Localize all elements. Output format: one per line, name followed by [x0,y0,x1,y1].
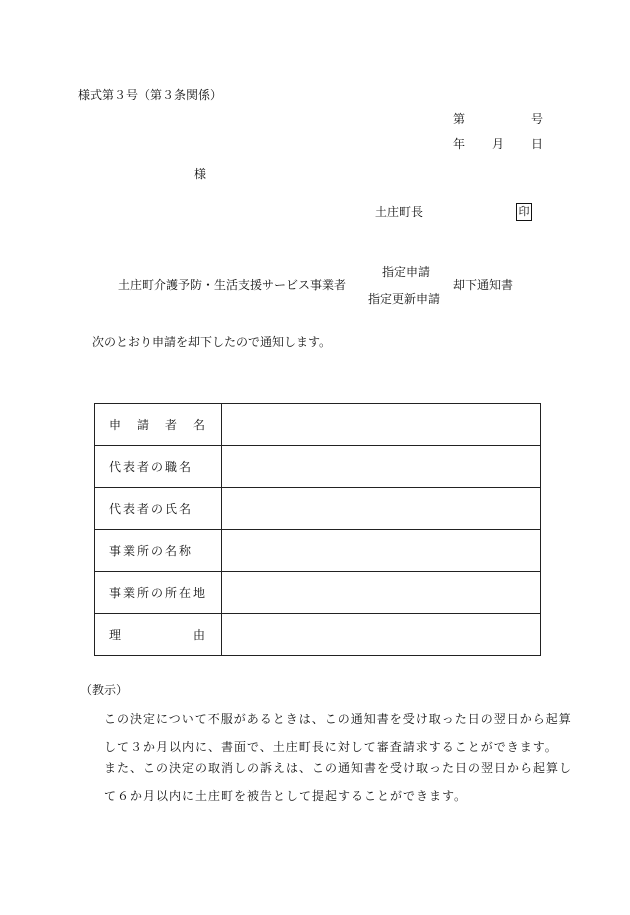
table-row [95,614,541,656]
title-end: 却下通知書 [453,278,514,292]
table-row [95,488,541,530]
row-value-field[interactable] [222,614,541,656]
number-label-go: 号 [531,112,544,126]
notice-heading: （教示） [80,683,129,697]
title-main: 土庄町介護予防・生活支援サービス事業者 [118,278,347,292]
date-year-label: 年 [453,137,466,151]
form-number: 様式第３号（第３条関係） [78,88,223,102]
table-row [95,446,541,488]
title-option-designation: 指定申請 [382,265,431,279]
row-label: 代表者の職名 [95,446,222,488]
row-value-field[interactable] [222,530,541,572]
seal-mark: 印 [516,203,532,221]
table-row [95,404,541,446]
notice-paragraph-appeal: この決定について不服があるときは、この通知書を受け取った日の翌日から起算して３か月以内に、書面で、土庄町長に対して審査請求することができます。 [104,712,572,754]
row-label: 申 請 者 名 [95,404,222,446]
number-label-dai: 第 [453,112,466,126]
row-value-field[interactable] [222,572,541,614]
notice-paragraph-lawsuit: また、この決定の取消しの訴えは、この通知書を受け取った日の翌日から起算して６か月以内に土庄町を被告として提起することができます。 [104,761,573,803]
row-label: 理 由 [95,614,222,656]
table-row [95,572,541,614]
table-row [95,530,541,572]
title-option-renewal: 指定更新申請 [368,292,441,306]
row-value-field[interactable] [222,488,541,530]
row-value-field[interactable] [222,404,541,446]
row-label: 事業所の所在地 [95,572,222,614]
date-month-label: 月 [492,137,505,151]
applicant-info-table [94,403,541,656]
intro-text: 次のとおり申請を却下したので通知します。 [92,335,332,349]
issuer-name: 土庄町長 [375,205,424,219]
row-value-field[interactable] [222,446,541,488]
row-label: 代表者の氏名 [95,488,222,530]
addressee-suffix: 様 [194,167,207,181]
date-day-label: 日 [531,137,544,151]
row-label: 事業所の名称 [95,530,222,572]
